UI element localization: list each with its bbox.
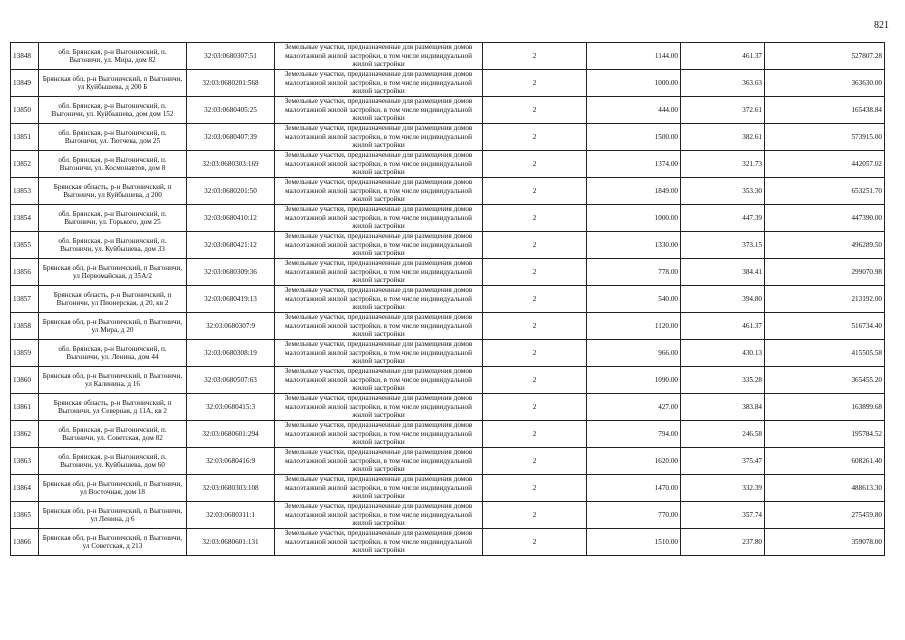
address-cell: Брянская обл, р-н Выгоничский, п Выгоничи, ул Ленина, д 6 — [39, 502, 187, 529]
area-cell: 1144.00 — [587, 43, 681, 70]
address-cell: обл. Брянская, р-н Выгоничский, п. Выгоничи, ул. Куйбышева, дом 60 — [39, 448, 187, 475]
address-cell: Брянская область, р-н Выгоничский, п Выгоничи, ул Пионерская, д 20, кв 2 — [39, 286, 187, 313]
land-use-cell: Земельные участки, предназначенные для размещения домов малоэтажной жилой застройки, в том числе индивидуальной жилой застройки — [275, 151, 483, 178]
cadastral-number-cell: 32:03:0680308:19 — [187, 340, 275, 367]
land-use-cell: Земельные участки, предназначенные для размещения домов малоэтажной жилой застройки, в том числе индивидуальной жилой застройки — [275, 313, 483, 340]
cadastral-value-cell: 516734.40 — [765, 313, 885, 340]
land-use-cell: Земельные участки, предназначенные для размещения домов малоэтажной жилой застройки, в том числе индивидуальной жилой застройки — [275, 475, 483, 502]
cadastral-number-cell: 32:03:0680415:3 — [187, 394, 275, 421]
table-row — [11, 313, 885, 340]
area-cell: 778.00 — [587, 259, 681, 286]
page-number: 821 — [874, 20, 889, 31]
row-number: 13864 — [11, 475, 39, 502]
row-number: 13855 — [11, 232, 39, 259]
cadastral-value-cell: 527807.28 — [765, 43, 885, 70]
table-row — [11, 43, 885, 70]
specific-value-cell: 461.37 — [681, 43, 765, 70]
specific-value-cell: 394.80 — [681, 286, 765, 313]
land-use-cell: Земельные участки, предназначенные для размещения домов малоэтажной жилой застройки, в том числе индивидуальной жилой застройки — [275, 178, 483, 205]
table-row — [11, 394, 885, 421]
group-cell: 2 — [483, 313, 587, 340]
cadastral-value-cell: 442057.02 — [765, 151, 885, 178]
area-cell: 444.00 — [587, 97, 681, 124]
specific-value-cell: 430.13 — [681, 340, 765, 367]
cadastral-value-cell: 496289.50 — [765, 232, 885, 259]
area-cell: 794.00 — [587, 421, 681, 448]
land-use-cell: Земельные участки, предназначенные для размещения домов малоэтажной жилой застройки, в том числе индивидуальной жилой застройки — [275, 502, 483, 529]
land-use-cell: Земельные участки, предназначенные для размещения домов малоэтажной жилой застройки, в том числе индивидуальной жилой застройки — [275, 367, 483, 394]
specific-value-cell: 363.63 — [681, 70, 765, 97]
area-cell: 1090.00 — [587, 367, 681, 394]
cadastral-value-cell: 573915.00 — [765, 124, 885, 151]
cadastral-value-cell: 447390.00 — [765, 205, 885, 232]
land-use-cell: Земельные участки, предназначенные для размещения домов малоэтажной жилой застройки, в том числе индивидуальной жилой застройки — [275, 529, 483, 556]
area-cell: 1120.00 — [587, 313, 681, 340]
area-cell: 770.00 — [587, 502, 681, 529]
area-cell: 540.00 — [587, 286, 681, 313]
cadastral-value-cell: 363630.00 — [765, 70, 885, 97]
address-cell: Брянская область, р-н Выгоничский, п Выгоничи, ул Куйбышева, д 200 — [39, 178, 187, 205]
area-cell: 1849.00 — [587, 178, 681, 205]
cadastral-number-cell: 32:03:0680416:9 — [187, 448, 275, 475]
address-cell: Брянская обл, р-н Выгоничский, п Выгоничи, ул Советская, д 213 — [39, 529, 187, 556]
land-use-cell: Земельные участки, предназначенные для размещения домов малоэтажной жилой застройки, в том числе индивидуальной жилой застройки — [275, 421, 483, 448]
table-row — [11, 259, 885, 286]
address-cell: Брянская обл, р-н Выгоничский, п Выгоничи, ул Калинина, д 16 — [39, 367, 187, 394]
specific-value-cell: 246.58 — [681, 421, 765, 448]
land-use-cell: Земельные участки, предназначенные для размещения домов малоэтажной жилой застройки, в том числе индивидуальной жилой застройки — [275, 97, 483, 124]
land-use-cell: Земельные участки, предназначенные для размещения домов малоэтажной жилой застройки, в том числе индивидуальной жилой застройки — [275, 205, 483, 232]
cadastral-value-cell: 415505.58 — [765, 340, 885, 367]
group-cell: 2 — [483, 421, 587, 448]
cadastral-value-cell: 213192.00 — [765, 286, 885, 313]
group-cell: 2 — [483, 367, 587, 394]
table-row — [11, 448, 885, 475]
cadastral-value-cell: 195784.52 — [765, 421, 885, 448]
table-row — [11, 70, 885, 97]
table-row — [11, 421, 885, 448]
specific-value-cell: 357.74 — [681, 502, 765, 529]
specific-value-cell: 373.15 — [681, 232, 765, 259]
row-number: 13856 — [11, 259, 39, 286]
group-cell: 2 — [483, 340, 587, 367]
specific-value-cell: 447.39 — [681, 205, 765, 232]
cadastral-number-cell: 32:03:0680307:51 — [187, 43, 275, 70]
address-cell: Брянская область, р-н Выгоничский, п Выгоничи, ул Северная, д 11А, кв 2 — [39, 394, 187, 421]
address-cell: Брянская обл, р-н Выгоничский, п Выгоничи, ул Первомайская, д 35А/2 — [39, 259, 187, 286]
address-cell: обл. Брянская, р-н Выгоничский, п. Выгоничи, ул. Советская, дом 82 — [39, 421, 187, 448]
table-row — [11, 97, 885, 124]
row-number: 13861 — [11, 394, 39, 421]
group-cell: 2 — [483, 43, 587, 70]
table-row — [11, 502, 885, 529]
area-cell: 1000.00 — [587, 70, 681, 97]
row-number: 13854 — [11, 205, 39, 232]
group-cell: 2 — [483, 232, 587, 259]
group-cell: 2 — [483, 448, 587, 475]
group-cell: 2 — [483, 502, 587, 529]
cadastral-value-cell: 275459.80 — [765, 502, 885, 529]
address-cell: обл. Брянская, р-н Выгоничский, п. Выгоничи, ул. Куйбышева, дом дом 152 — [39, 97, 187, 124]
cadastral-number-cell: 32:03:0680421:12 — [187, 232, 275, 259]
row-number: 13857 — [11, 286, 39, 313]
area-cell: 1510.00 — [587, 529, 681, 556]
group-cell: 2 — [483, 151, 587, 178]
cadastral-number-cell: 32:03:0680303:169 — [187, 151, 275, 178]
area-cell: 1620.00 — [587, 448, 681, 475]
table-row — [11, 232, 885, 259]
address-cell: обл. Брянская, р-н Выгоничский, п. Выгоничи, ул. Куйбышева, дом 33 — [39, 232, 187, 259]
group-cell: 2 — [483, 70, 587, 97]
group-cell: 2 — [483, 205, 587, 232]
table-row — [11, 286, 885, 313]
group-cell: 2 — [483, 286, 587, 313]
cadastral-number-cell: 32:03:0680201:568 — [187, 70, 275, 97]
area-cell: 1000.00 — [587, 205, 681, 232]
area-cell: 1500.00 — [587, 124, 681, 151]
address-cell: обл. Брянская, р-н Выгоничский, п. Выгоничи, ул. Космонавтов, дом 8 — [39, 151, 187, 178]
address-cell: Брянская обл, р-н Выгоничский, п Выгоничи, ул Восточная, дом 18 — [39, 475, 187, 502]
area-cell: 1470.00 — [587, 475, 681, 502]
table-row — [11, 475, 885, 502]
cadastral-number-cell: 32:03:0680311:1 — [187, 502, 275, 529]
row-number: 13865 — [11, 502, 39, 529]
specific-value-cell: 372.61 — [681, 97, 765, 124]
address-cell: Брянская обл, р-н Выгоничский, п Выгоничи, ул Мира, д 20 — [39, 313, 187, 340]
specific-value-cell: 353.30 — [681, 178, 765, 205]
specific-value-cell: 382.61 — [681, 124, 765, 151]
specific-value-cell: 383.84 — [681, 394, 765, 421]
group-cell: 2 — [483, 178, 587, 205]
row-number: 13852 — [11, 151, 39, 178]
cadastral-number-cell: 32:03:0680507:63 — [187, 367, 275, 394]
land-use-cell: Земельные участки, предназначенные для размещения домов малоэтажной жилой застройки, в том числе индивидуальной жилой застройки — [275, 448, 483, 475]
area-cell: 1374.00 — [587, 151, 681, 178]
area-cell: 1330.00 — [587, 232, 681, 259]
address-cell: обл. Брянская, р-н Выгоничский, п. Выгоничи, ул. Тютчева, дом 25 — [39, 124, 187, 151]
specific-value-cell: 332.39 — [681, 475, 765, 502]
group-cell: 2 — [483, 124, 587, 151]
cadastral-number-cell: 32:03:0680405:25 — [187, 97, 275, 124]
land-use-cell: Земельные участки, предназначенные для размещения домов малоэтажной жилой застройки, в том числе индивидуальной жилой застройки — [275, 340, 483, 367]
cadastral-value-cell: 359078.00 — [765, 529, 885, 556]
table-row — [11, 151, 885, 178]
cadastral-number-cell: 32:03:0680201:50 — [187, 178, 275, 205]
cadastral-number-cell: 32:03:0680410:12 — [187, 205, 275, 232]
specific-value-cell: 375.47 — [681, 448, 765, 475]
cadastral-value-cell: 165438.84 — [765, 97, 885, 124]
row-number: 13860 — [11, 367, 39, 394]
specific-value-cell: 321.73 — [681, 151, 765, 178]
cadastral-number-cell: 32:03:0680419:13 — [187, 286, 275, 313]
cadastral-value-table — [10, 42, 885, 556]
table-row — [11, 124, 885, 151]
address-cell: обл. Брянская, р-н Выгоничский, п. Выгоничи, ул. Ленина, дом 44 — [39, 340, 187, 367]
table-row — [11, 205, 885, 232]
group-cell: 2 — [483, 475, 587, 502]
row-number: 13848 — [11, 43, 39, 70]
group-cell: 2 — [483, 529, 587, 556]
group-cell: 2 — [483, 259, 587, 286]
table-row — [11, 340, 885, 367]
specific-value-cell: 384.41 — [681, 259, 765, 286]
cadastral-number-cell: 32:03:0680307:9 — [187, 313, 275, 340]
address-cell: обл. Брянская, р-н Выгоничский, п. Выгоничи, ул. Мира, дом 82 — [39, 43, 187, 70]
specific-value-cell: 335.28 — [681, 367, 765, 394]
land-use-cell: Земельные участки, предназначенные для размещения домов малоэтажной жилой застройки, в том числе индивидуальной жилой застройки — [275, 43, 483, 70]
area-cell: 427.00 — [587, 394, 681, 421]
table-body — [11, 43, 885, 556]
specific-value-cell: 237.80 — [681, 529, 765, 556]
row-number: 13858 — [11, 313, 39, 340]
cadastral-number-cell: 32:03:0680309:36 — [187, 259, 275, 286]
row-number: 13853 — [11, 178, 39, 205]
row-number: 13863 — [11, 448, 39, 475]
table-row — [11, 529, 885, 556]
cadastral-number-cell: 32:03:0680407:39 — [187, 124, 275, 151]
land-use-cell: Земельные участки, предназначенные для размещения домов малоэтажной жилой застройки, в том числе индивидуальной жилой застройки — [275, 232, 483, 259]
row-number: 13859 — [11, 340, 39, 367]
cadastral-number-cell: 32:03:0680601:131 — [187, 529, 275, 556]
area-cell: 966.00 — [587, 340, 681, 367]
cadastral-value-cell: 653251.70 — [765, 178, 885, 205]
group-cell: 2 — [483, 97, 587, 124]
row-number: 13850 — [11, 97, 39, 124]
row-number: 13862 — [11, 421, 39, 448]
cadastral-value-cell: 299070.98 — [765, 259, 885, 286]
row-number: 13849 — [11, 70, 39, 97]
address-cell: обл. Брянская, р-н Выгоничский, п. Выгоничи, ул. Горького, дом 25 — [39, 205, 187, 232]
cadastral-value-cell: 163899.68 — [765, 394, 885, 421]
row-number: 13866 — [11, 529, 39, 556]
land-use-cell: Земельные участки, предназначенные для размещения домов малоэтажной жилой застройки, в том числе индивидуальной жилой застройки — [275, 124, 483, 151]
cadastral-value-cell: 488613.30 — [765, 475, 885, 502]
cadastral-number-cell: 32:03:0680601:294 — [187, 421, 275, 448]
address-cell: Брянская обл, р-н Выгоничский, п Выгоничи, ул Куйбышева, д 200 Б — [39, 70, 187, 97]
land-use-cell: Земельные участки, предназначенные для размещения домов малоэтажной жилой застройки, в том числе индивидуальной жилой застройки — [275, 286, 483, 313]
land-use-cell: Земельные участки, предназначенные для размещения домов малоэтажной жилой застройки, в том числе индивидуальной жилой застройки — [275, 394, 483, 421]
cadastral-value-cell: 608261.40 — [765, 448, 885, 475]
land-use-cell: Земельные участки, предназначенные для размещения домов малоэтажной жилой застройки, в том числе индивидуальной жилой застройки — [275, 70, 483, 97]
group-cell: 2 — [483, 394, 587, 421]
cadastral-number-cell: 32:03:0680303:108 — [187, 475, 275, 502]
land-use-cell: Земельные участки, предназначенные для размещения домов малоэтажной жилой застройки, в том числе индивидуальной жилой застройки — [275, 259, 483, 286]
specific-value-cell: 461.37 — [681, 313, 765, 340]
table-row — [11, 367, 885, 394]
row-number: 13851 — [11, 124, 39, 151]
table-row — [11, 178, 885, 205]
cadastral-value-cell: 365455.20 — [765, 367, 885, 394]
